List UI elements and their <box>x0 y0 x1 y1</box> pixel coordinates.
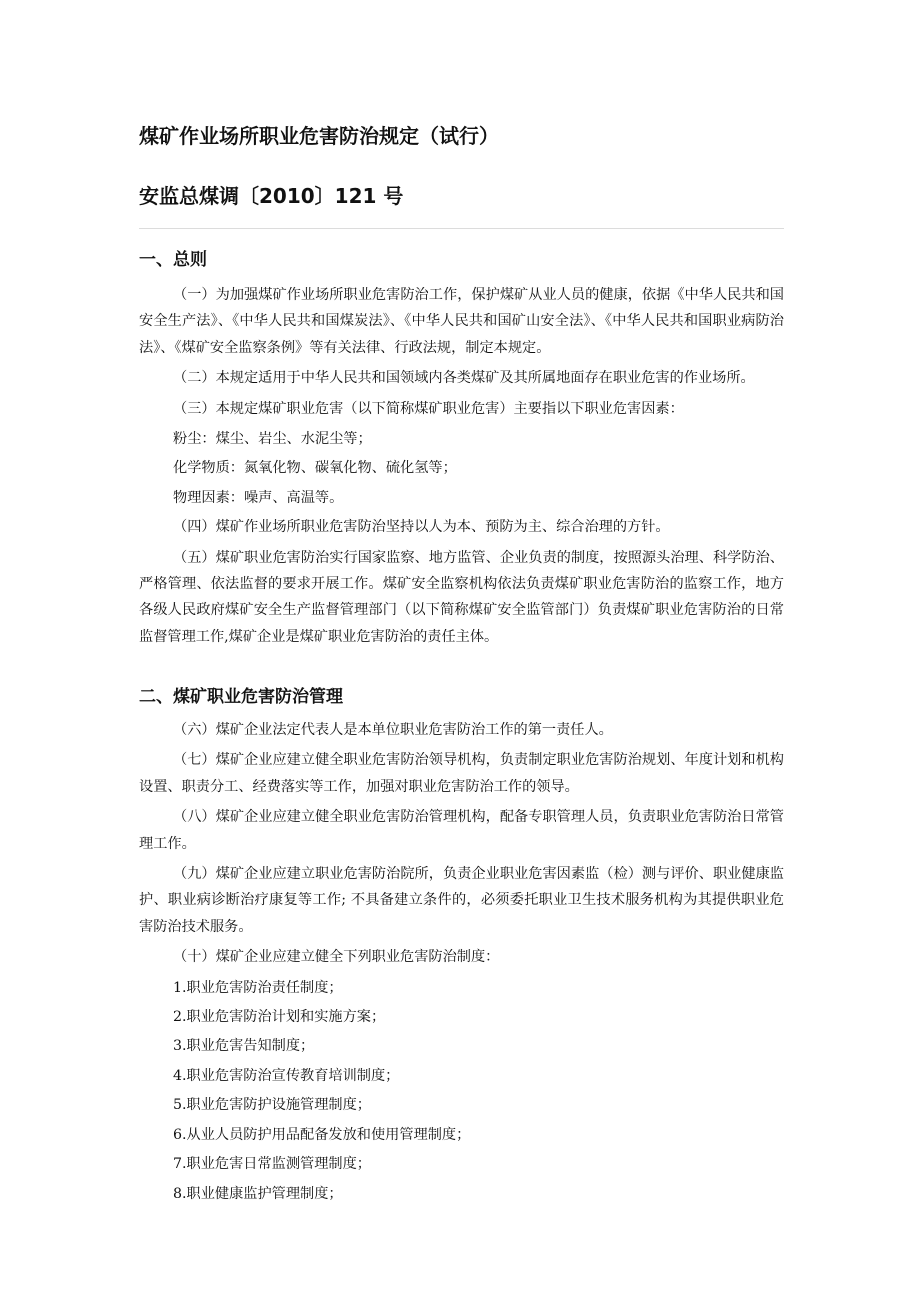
paragraph-10: （十）煤矿企业应建立健全下列职业危害防治制度： <box>173 949 500 966</box>
paragraph-6: （六）煤矿企业法定代表人是本单位职业危害防治工作的第一责任人。 <box>173 722 613 738</box>
list-item: 1.职业危害防治责任制度； <box>173 979 343 996</box>
hazard-factor-chemical: 化学物质：氮氧化物、碳氧化物、硫化氢等； <box>173 460 457 477</box>
paragraph-3: （三）本规定煤矿职业危害（以下简称煤矿职业危害）主要指以下职业危害因素： <box>173 400 684 417</box>
document-title: 煤矿作业场所职业危害防治规定（试行） <box>139 124 499 148</box>
section-heading-management: 二、煤矿职业危害防治管理 <box>139 687 343 707</box>
list-item: 7.职业危害日常监测管理制度； <box>173 1156 371 1173</box>
hazard-factor-dust: 粉尘：煤尘、岩尘、水泥尘等； <box>173 431 372 448</box>
list-item: 5.职业危害防护设施管理制度； <box>173 1097 371 1114</box>
title-divider <box>139 228 784 229</box>
section-heading-general: 一、总则 <box>139 250 207 270</box>
paragraph-1: （一）为加强煤矿作业场所职业危害防治工作，保护煤矿从业人员的健康，依据《中华人民共和国安全生产法》、《中华人民共和国煤炭法》、《中华人民共和国矿山安全法》、《中华人民共和国职业病防治法》、《煤矿安全监察条例》等有关法律、行政法规，制定本规定。 <box>139 287 784 356</box>
document-number: 安监总煤调〔2010〕121 号 <box>139 184 404 208</box>
paragraph-7: （七）煤矿企业应建立健全职业危害防治领导机构，负责制定职业危害防治规划、年度计划和机构设置、职责分工、经费落实等工作，加强对职业危害防治工作的领导。 <box>139 752 784 795</box>
paragraph-5: （五）煤矿职业危害防治实行国家监察、地方监管、企业负责的制度，按照源头治理、科学防治、严格管理、依法监督的要求开展工作。煤矿安全监察机构依法负责煤矿职业危害防治的监察工作，地方各级人民政府煤矿安全生产监督管理部门（以下简称煤矿安全监管部门）负责煤矿职业危害防治的日常监督管理工作,煤矿企业是煤矿职业危害防治的责任主体。 <box>139 549 784 645</box>
list-item: 6.从业人员防护用品配备发放和使用管理制度； <box>173 1126 471 1143</box>
paragraph-4: （四）煤矿作业场所职业危害防治坚持以人为本、预防为主、综合治理的方针。 <box>173 519 670 536</box>
list-item: 3.职业危害告知制度； <box>173 1038 315 1055</box>
paragraph-8: （八）煤矿企业应建立健全职业危害防治管理机构，配备专职管理人员，负责职业危害防治日常管理工作。 <box>139 809 784 852</box>
paragraph-9: （九）煤矿企业应建立职业危害防治院所，负责企业职业危害因素监（检）测与评价、职业健康监护、职业病诊断治疗康复等工作; 不具备建立条件的，必须委托职业卫生技术服务机构为其提供职业危害防治技术服务。 <box>139 866 784 935</box>
list-item: 2.职业危害防治计划和实施方案； <box>173 1009 386 1026</box>
section-general-body <box>139 282 784 654</box>
list-item: 4.职业危害防治宣传教育培训制度； <box>173 1067 400 1084</box>
paragraph-2: （二）本规定适用于中华人民共和国领域内各类煤矿及其所属地面存在职业危害的作业场所。 <box>173 370 755 387</box>
list-item: 8.职业健康监护管理制度； <box>173 1185 343 1202</box>
hazard-factor-physical: 物理因素：噪声、高温等。 <box>173 489 344 506</box>
section-management-body <box>139 717 784 1210</box>
